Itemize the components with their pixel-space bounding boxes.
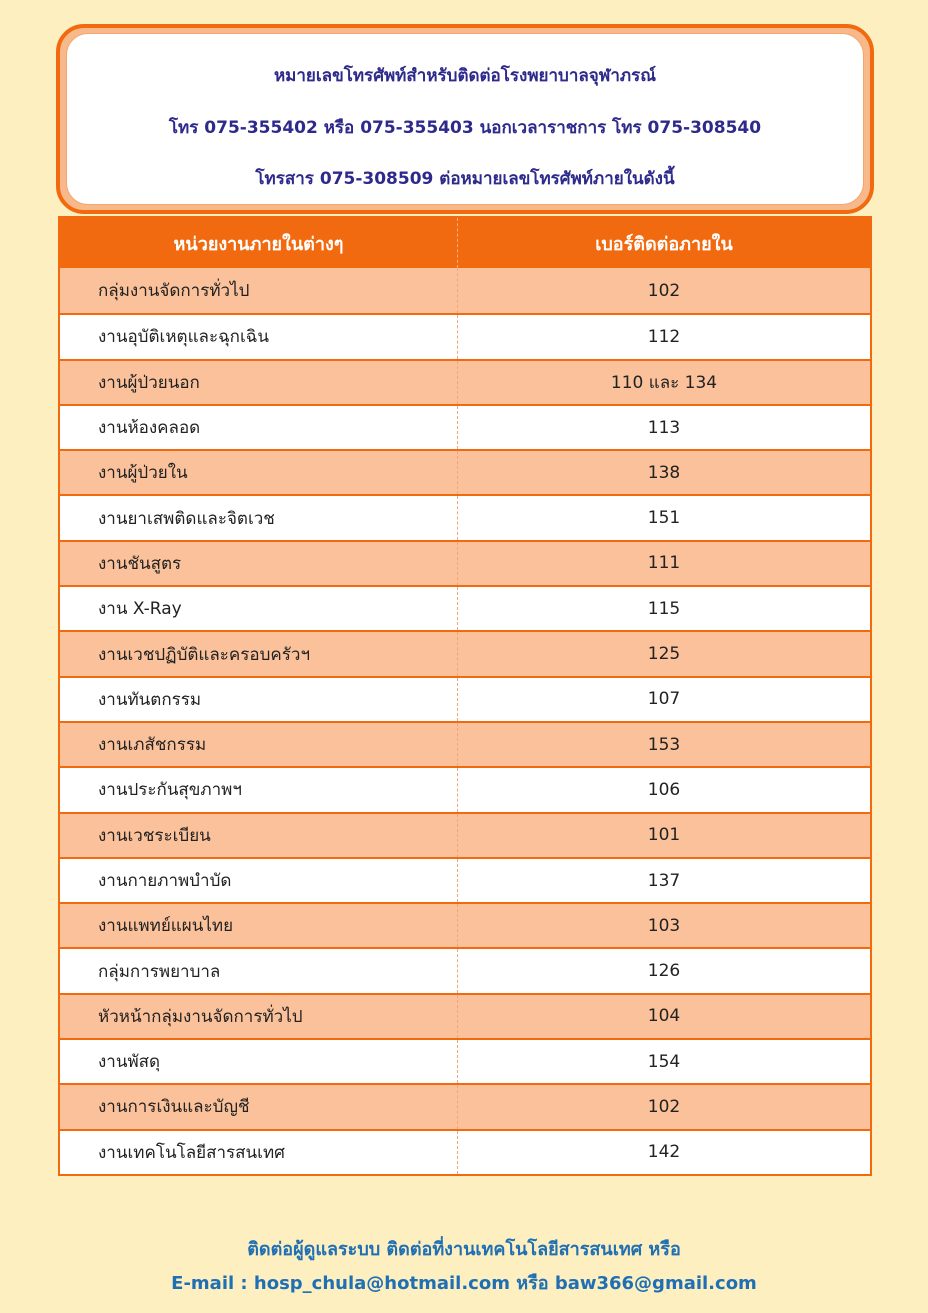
unit-name-cell: งานยาเสพติดและจิตเวช [60, 496, 458, 539]
extension-number-cell: 151 [647, 508, 681, 529]
extension-number-cell: 111 [647, 553, 681, 574]
unit-name-cell: งานประกันสุขภาพฯ [60, 768, 458, 811]
unit-name-cell: งานห้องคลอด [60, 406, 458, 449]
table-row [60, 766, 870, 811]
table-header-row [60, 218, 870, 268]
footer-contact-admin: ติดต่อผู้ดูแลระบบ ติดต่อที่งานเทคโนโลยีสารสนเทศ หรือ [247, 1239, 681, 1260]
unit-name-cell: กลุ่มงานจัดการทั่วไป [60, 268, 458, 313]
extension-number-cell: 126 [647, 961, 681, 982]
unit-name-cell: หัวหน้ากลุ่มงานจัดการทั่วไป [60, 995, 458, 1038]
extension-number-cell: 103 [647, 915, 681, 936]
unit-name-cell: งานผู้ป่วยใน [60, 451, 458, 494]
extension-table [58, 216, 872, 1176]
table-row [60, 630, 870, 675]
extension-number-cell: 113 [647, 417, 681, 438]
unit-name-cell: งานกายภาพบำบัด [60, 859, 458, 902]
extension-number-cell: 102 [647, 280, 681, 301]
extension-number-cell: 153 [647, 734, 681, 755]
table-header-unit: หน่วยงานภายในต่างๆ [60, 218, 458, 268]
table-row [60, 947, 870, 992]
table-row [60, 1129, 870, 1174]
unit-name-cell: งานพัสดุ [60, 1040, 458, 1083]
header-panel [66, 33, 864, 205]
unit-name-cell: กลุ่มการพยาบาล [60, 949, 458, 992]
table-header-extension: เบอร์ติดต่อภายใน [595, 233, 733, 255]
table-row [60, 585, 870, 630]
header-fax-number: โทรสาร 075-308509 ต่อหมายเลขโทรศัพท์ภายในดังนี้ [255, 169, 675, 189]
hospital-contact-header [56, 24, 874, 214]
extension-number-cell: 138 [647, 462, 681, 483]
table-row [60, 404, 870, 449]
unit-name-cell: งานเภสัชกรรม [60, 723, 458, 766]
unit-name-cell: งานการเงินและบัญชี [60, 1085, 458, 1128]
extension-number-cell: 104 [647, 1006, 681, 1027]
extension-number-cell: 101 [647, 825, 681, 846]
table-row [60, 721, 870, 766]
extension-number-cell: 125 [647, 644, 681, 665]
header-title: หมายเลขโทรศัพท์สำหรับติดต่อโรงพยาบาลจุฬาภรณ์ [273, 66, 657, 86]
extension-number-cell: 102 [647, 1096, 681, 1117]
table-row [60, 812, 870, 857]
table-row [60, 993, 870, 1038]
table-row [60, 1038, 870, 1083]
table-row [60, 857, 870, 902]
footer-email: E-mail : hosp_chula@hotmail.com หรือ baw366@gmail.com [171, 1273, 757, 1294]
extension-number-cell: 142 [647, 1142, 681, 1163]
unit-name-cell: งานอุบัติเหตุและฉุกเฉิน [60, 315, 458, 358]
unit-name-cell: งานเวชปฏิบัติและครอบครัวฯ [60, 632, 458, 675]
unit-name-cell: งานทันตกรรม [60, 678, 458, 721]
header-phone-numbers: โทร 075-355402 หรือ 075-355403 นอกเวลาราชการ โทร 075-308540 [168, 118, 762, 138]
table-body [60, 268, 870, 1174]
table-row [60, 676, 870, 721]
unit-name-cell: งาน X-Ray [60, 587, 458, 630]
table-row [60, 494, 870, 539]
unit-name-cell: งานแพทย์แผนไทย [60, 904, 458, 947]
table-row [60, 268, 870, 313]
extension-number-cell: 137 [647, 870, 681, 891]
table-row [60, 1083, 870, 1128]
extension-number-cell: 106 [647, 779, 681, 800]
table-row [60, 902, 870, 947]
table-row [60, 313, 870, 358]
extension-number-cell: 112 [647, 326, 681, 347]
table-row [60, 540, 870, 585]
table-row [60, 359, 870, 404]
table-row [60, 449, 870, 494]
extension-number-cell: 115 [647, 598, 681, 619]
unit-name-cell: งานผู้ป่วยนอก [60, 361, 458, 404]
unit-name-cell: งานชันสูตร [60, 542, 458, 585]
extension-number-cell: 110 และ 134 [610, 372, 718, 393]
extension-number-cell: 107 [647, 689, 681, 710]
unit-name-cell: งานเทคโนโลยีสารสนเทศ [60, 1131, 458, 1174]
unit-name-cell: งานเวชระเบียน [60, 814, 458, 857]
extension-number-cell: 154 [647, 1051, 681, 1072]
